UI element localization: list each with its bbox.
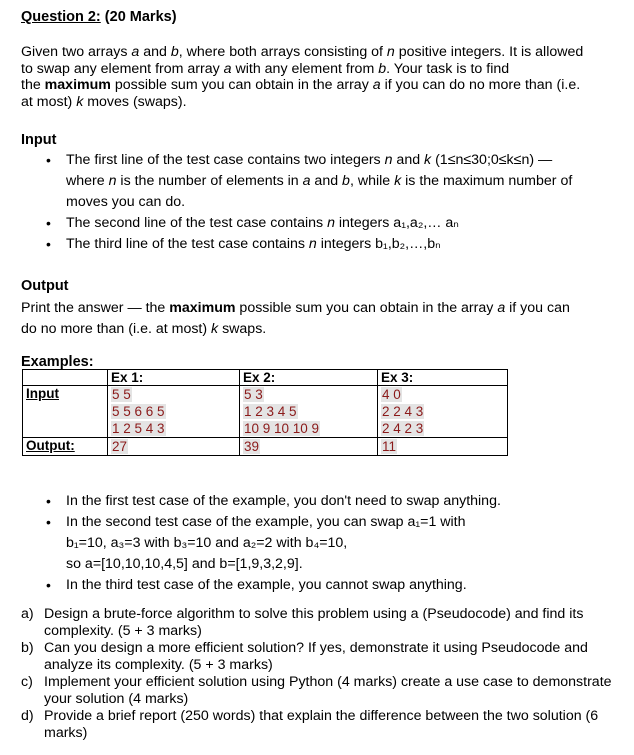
list-item: d) Provide a brief report (250 words) that explain the difference between the two solution (6 marks) xyxy=(21,708,599,741)
problem-description: Given two arrays a and b, where both arrays consisting of n positive integers. It is allowed to swap any element from array a with any element from b. Your task is to find the maximum possible sum you can obtain in the array a if you can do no more than (i.e. at most) k moves (swaps). xyxy=(21,44,584,110)
input-label: Input xyxy=(26,386,59,401)
table-cell: 5 3 1 2 3 4 5 10 9 10 10 9 xyxy=(240,386,378,438)
list-item: a) Design a brute-force algorithm to solve this problem using a (Pseudocode) and find its complexity. (5 + 3 marks) xyxy=(21,606,584,639)
table-cell: 11 xyxy=(378,438,508,456)
output-description: Print the answer — the maximum possible sum you can obtain in the array a if you can do no more than (i.e. at most) k swaps. xyxy=(21,300,570,337)
list-item: • In the third test case of the example, you cannot swap anything. xyxy=(21,575,616,596)
list-item: • The second line of the test case contains n integers a₁,a₂,… aₙ xyxy=(21,213,616,234)
list-item: c) Implement your efficient solution using Python (4 marks) create a use case to demonstrate your solution (4 marks) xyxy=(21,674,612,707)
table-cell xyxy=(23,386,108,438)
table-cell: 4 0 2 2 4 3 2 4 2 3 xyxy=(378,386,508,438)
table-row xyxy=(23,438,508,456)
input-bullets xyxy=(21,150,616,255)
input-heading: Input xyxy=(21,132,57,148)
table-cell: Ex 1: xyxy=(108,370,240,386)
list-item: b) Can you design a more efficient solution? If yes, demonstrate it using Pseudocode and analyze its complexity. (5 + 3 marks) xyxy=(21,640,588,673)
table-cell: 27 xyxy=(108,438,240,456)
question-title: Question 2: (20 Marks) xyxy=(21,9,177,25)
table-cell: 5 5 5 5 6 6 5 1 2 5 4 3 xyxy=(108,386,240,438)
table-cell: Ex 3: xyxy=(378,370,508,386)
table-cell: 39 xyxy=(240,438,378,456)
examples-table xyxy=(22,369,508,456)
table-cell: Ex 2: xyxy=(240,370,378,386)
list-item: • In the second test case of the example, you can swap a₁=1 with b₁=10, a₃=3 with b₃=10 and a₂=2 with b₄=10, so a=[10,10,10,4,5] and b=[1,9,3,2,9]. xyxy=(21,512,616,575)
list-item: • The first line of the test case contains two integers n and k (1≤n≤30;0≤k≤n) — where n is the number of elements in a and b, while k is the maximum number of moves you can do. xyxy=(21,150,616,213)
list-item: • In the first test case of the example, you don't need to swap anything. xyxy=(21,491,616,512)
example-notes xyxy=(21,491,616,596)
table-row xyxy=(23,386,508,438)
table-cell xyxy=(23,438,108,456)
task-list xyxy=(21,606,626,742)
output-heading: Output xyxy=(21,278,69,294)
list-item: • The third line of the test case contains n integers b₁,b₂,…,bₙ xyxy=(21,234,616,255)
examples-label: Examples: xyxy=(21,354,94,370)
table-row xyxy=(23,370,508,386)
output-label: Output: xyxy=(26,438,75,453)
